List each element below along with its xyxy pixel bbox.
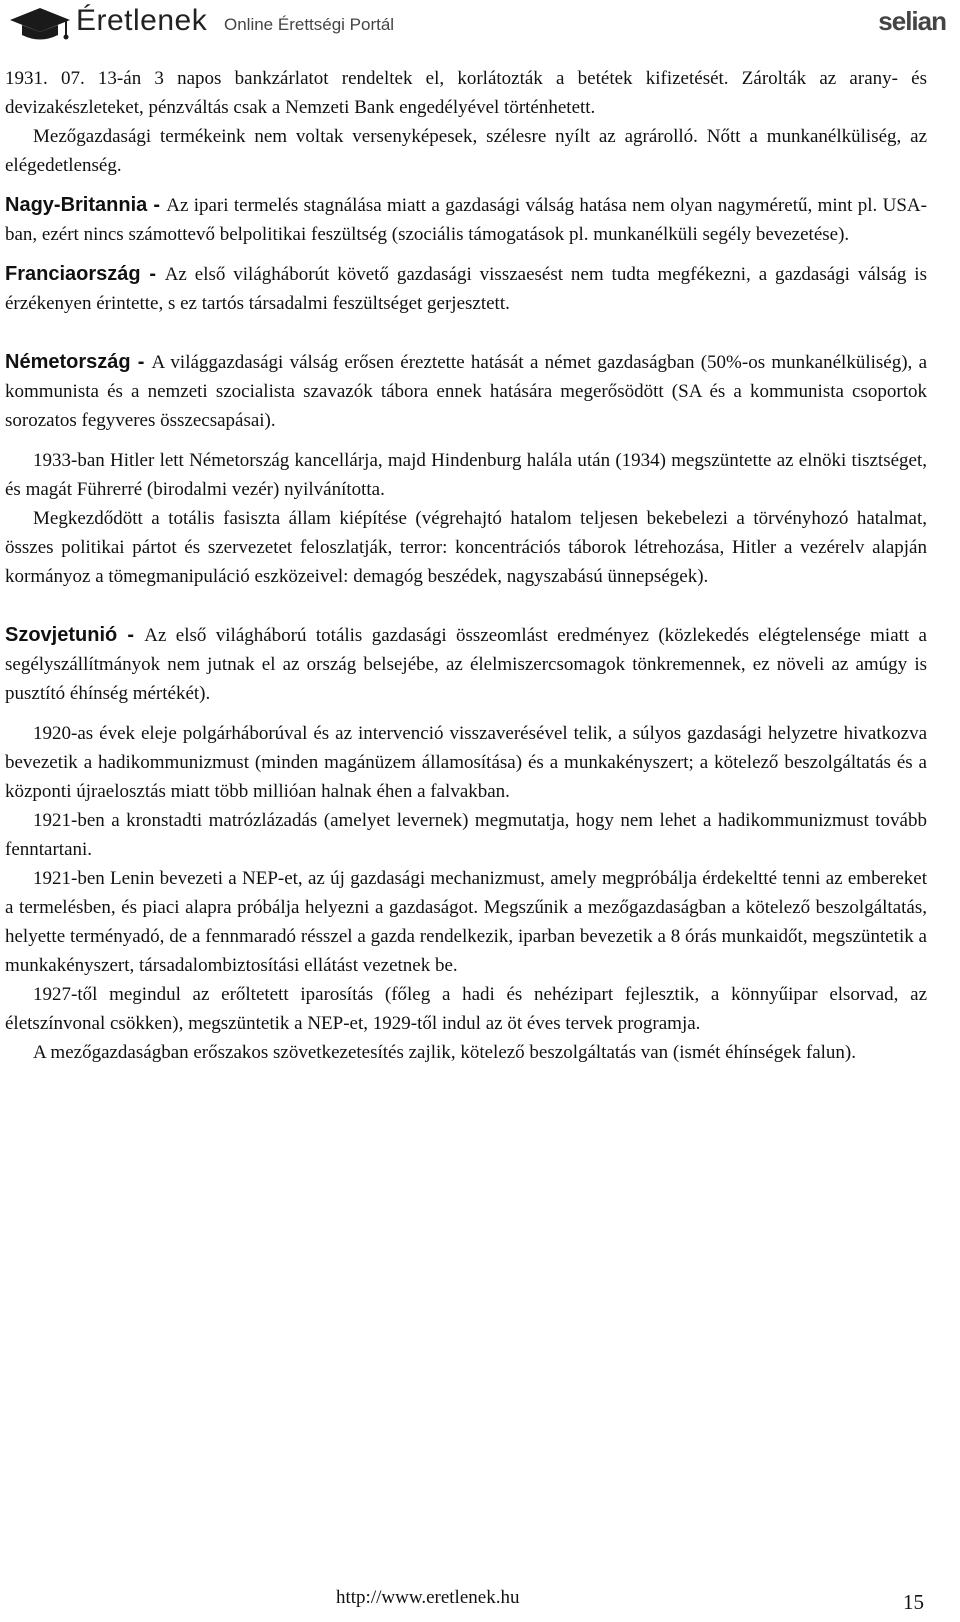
paragraph-franciaorszag: Franciaország - Az első világháborút követő gazdasági visszaesést nem tudta megfékezni, a gazdasági válság is érzékenyen érintette, s ez tartós társadalmi feszültséget gerjesztett. <box>5 263 927 314</box>
paragraph-nagy-britannia: Nagy-Britannia - Az ipari termelés stagnálása miatt a gazdasági válság hatása nem olyan nagyméretű, mint pl. USA-ban, ezért nincs számottevő belpolitikai feszültség (szociális támogatások pl. munkanélküli segély bevezetése). <box>5 194 927 245</box>
section-lead: Németország - <box>5 351 152 373</box>
section-lead: Nagy-Britannia - <box>5 194 167 216</box>
paragraph-iparositas: 1927-től megindul az erőltetett iparosítás (főleg a hadi és nehézipart fejlesztik, a könnyűipar elsorvad, az életszínvonal csökken), megszüntetik a NEP-et, 1929-től indul az öt éves tervek programja. <box>5 984 927 1034</box>
paragraph-hadikommunizmus: 1920-as évek eleje polgárháborúval és az intervenció visszaverésével telik, a súlyos gazdasági helyzetre hivatkozva bevezetik a hadikommunizmust (minden magánüzem államosítása) és a munkakényszert; a kötelező beszolgáltatás és a központi újraelosztás miatt több millióan halnak éhen a falvakban. <box>5 723 927 802</box>
paragraph-kronstadt: 1921-ben a kronstadti matrózlázadás (amelyet levernek) megmutatja, hogy nem lehet a hadikommunizmust tovább fenntartani. <box>5 810 927 860</box>
site-logo-title: Éretlenek <box>76 4 208 37</box>
paragraph-szovetkezetesites: A mezőgazdaságban erőszakos szövetkezetesítés zajlik, kötelező beszolgáltatás van (ismét éhínségek falun). <box>33 1042 857 1063</box>
graduation-cap-icon <box>8 4 72 49</box>
paragraph-nep: 1921-ben Lenin bevezeti a NEP-et, az új gazdasági mechanizmust, amely megpróbálja érdekeltté tenni az embereket a termelésben, és piaci alapra próbálja helyezni a gazdaságot. Megszűnik a mezőgazdaságban a kötelező beszolgáltatás, helyette terményadó, de a fennmaradó résszel a gazda rendelkezik, iparban bevezetik a 8 órás munkaidőt, megszüntetik a munkakényszert, társadalombiztosítási ellátást vezetnek be. <box>5 868 927 976</box>
paragraph-bankzarlat: 1931. 07. 13-án 3 napos bankzárlatot rendeltek el, korlátozták a betétek kifizetését. Zárolták az arany- és devizakészleteket, pénzváltás csak a Nemzeti Bank engedélyével történhetett. <box>5 68 927 118</box>
paragraph-mezogazdasag: Mezőgazdasági termékeink nem voltak versenyképesek, szélesre nyílt az agrárolló. Nőtt a munkanélküliség, az elégedetlenség. <box>5 126 927 176</box>
paragraph-nemetorszag: Németország - A világgazdasági válság erősen éreztette hatását a német gazdaságban (50%-os munkanélküliség), a kommunista és a nemzeti szocialista szavazók tábora ennek hatására megerősödött (SA és a kommunista csoportok sorozatos fegyveres összecsapásai). <box>5 351 927 431</box>
page-number: 15 <box>903 1590 924 1614</box>
paragraph-hitler-kancellar: 1933-ban Hitler lett Németország kancellárja, majd Hindenburg halála után (1934) megszüntette az elnöki tisztséget, és magát Führerré (birodalmi vezér) nyilvánította. <box>5 450 927 500</box>
document-body <box>5 64 927 1067</box>
footer-url[interactable]: http://www.eretlenek.hu <box>336 1587 520 1608</box>
paragraph-szovjetunio: Szovjetunió - Az első világháború totális gazdasági összeomlást eredményez (közlekedés elégtelensége miatt a segélyszállítmányok nem jutnak el az ország belsejébe, az élelmiszercsomagok tönkremennek, ez növeli az amúgy is pusztító éhínség mértékét). <box>5 624 927 704</box>
section-lead: Szovjetunió - <box>5 624 145 646</box>
brand-logo: selian <box>878 6 946 36</box>
paragraph-totalis-allam: Megkezdődött a totális fasiszta állam kiépítése (végrehajtó hatalom teljesen bekebelezi a törvényhozó hatalmat, összes politikai pártot és szervezetet feloszlatják, terror: koncentrációs táborok létrehozása, Hitler a vezérelv alapján kormányoz a tömegmanipuláció eszközeivel: demagóg beszédek, nagyszabású ünnepségek). <box>5 508 927 587</box>
page-header <box>0 0 960 50</box>
site-logo-subtitle: Online Érettségi Portál <box>224 15 395 34</box>
section-lead: Franciaország - <box>5 263 165 285</box>
